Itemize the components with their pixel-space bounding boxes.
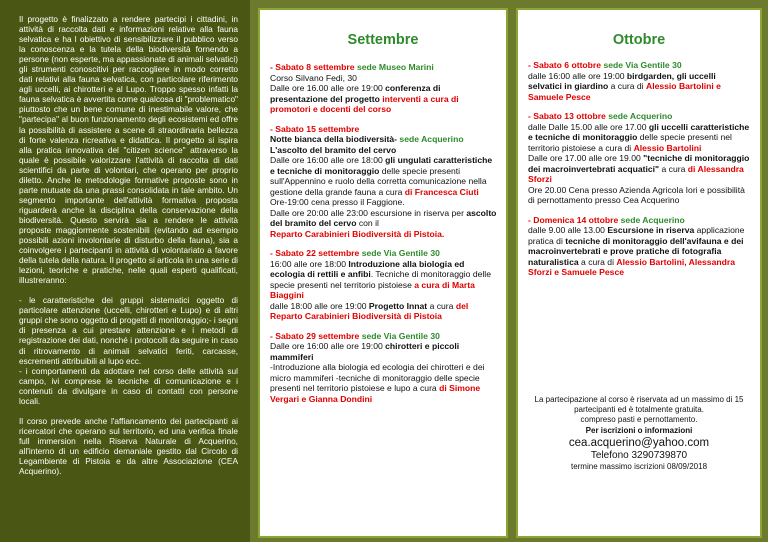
- event-project: Progetto Innat: [368, 300, 428, 311]
- info-label: Per iscrizioni o informazioni: [585, 425, 693, 435]
- event-title-2: tecniche di monitoraggio dell'avifauna e dei macroinvertebrati e prove pratiche di fotografia naturalistica: [528, 235, 744, 267]
- event-description: -Introduzione alla biologia ed ecologia dei chirotteri e dei micro mammiferi -tecniche di monitoraggio delle specie presenti nel territorio pistoiese e lupo a cura: [270, 362, 485, 393]
- event-time: 16:00 alle ore 18:00: [270, 258, 346, 269]
- intro-paragraph-2: - le caratteristiche dei gruppi sistematici oggetto di particolare attenzione (uccelli, chirotteri e Lupo) e di altri gruppi che sono oggetto di progetti di monitoraggio;- i segni di presenza a cui prestare attenzione e i metodi di registrazione dei dati, nonché i protocolli da seguire in caso di ritrovamento di animali selvatici feriti, carcasse, escrementi attribuibili al lupo ecc.: [19, 295, 238, 366]
- event-14-ottobre: [528, 215, 752, 278]
- event-time: Dalle ore 16:00 alle ore 19:00: [270, 341, 383, 351]
- event-venue: sede Via Gentile 30: [603, 60, 682, 70]
- intro-paragraph-3: - i comportamenti da adottare nel corso delle attività sul campo, ivi comprese le tecniche di comunicazione e i contenuti da divulgare in caso di contatti con persone locali.: [19, 365, 238, 406]
- event-22-settembre: [270, 248, 498, 322]
- intro-paragraph-1: Il progetto è finalizzato a rendere partecipi i cittadini, in attività di raccolta dati e informazioni relative alla fauna selvatica e ha l obiettivo di sensibilizzare il pubblico verso la conoscenza e la tutela della biodiversità fornendo a persone (non esperte, ma appassionate di animali selvatici) gli strumenti conoscitivi per raccogliere in modo corretto dati relativi alla fauna selvatica, con particolare riferimento agli uccelli, ai chirotteri e al Lupo. Troppo spesso infatti la fauna selvatica è avvertita come qualcosa di "problematico" piuttosto che un bene comune di inestimabile valore, che "partecipa" al buon funzionamento degli ecosistemi ed offre la possibilità di assistere a scene di straordinaria bellezza di forte valenza ricreativa e didattica. Il progetto si ispira alla pratica innovativa del "citizen science" attraverso la quale è possibile valorizzare l'attività di raccolta di dati scientifici da parte di volontari, che operano per proprio diletto. Anche le metodologie formative proposte sono in parte mutuate da una prassi consolidata in tale ambito. Un segmento importante dell'attività formativa proposta riguarderà anche la disciplina della conservazione della biodiversità. Questo servirà sia a rendere le attività proposte maggiormente sostenibili (evitando ad esempio possibili azioni involontarie di disturbo della fauna), sia a coinvolgere i partecipanti in attività di volontariato a favore della tutela della natura. Il progetto si articola in una serie di lezioni, teoriche e pratiche, nelle quali esperti qualificati, illustreranno:: [19, 14, 238, 286]
- event-speakers: Alessio Bartolini: [633, 142, 702, 153]
- event-title: birdgarden, gli uccelli selvatici in giardino: [528, 70, 716, 91]
- event-venue: sede Via Gentile 30: [361, 330, 440, 341]
- event-date: - Sabato 22 settembre: [270, 248, 360, 258]
- event-time: dalle 16:00 alle ore 19:00: [528, 70, 625, 81]
- event-description: delle specie presenti nel territorio pistoiese a cura di: [528, 132, 732, 153]
- event-15-settembre: [270, 124, 498, 240]
- settembre-title: Settembre: [347, 32, 419, 48]
- contact-email[interactable]: cea.acquerino@yahoo.com: [568, 436, 710, 449]
- event-title: Introduzione alla biologia ed ecologia di rettili e anfibi: [270, 258, 465, 279]
- event-6-ottobre: [528, 60, 752, 102]
- event-date: - Sabato 13 ottobre: [528, 111, 606, 121]
- event-speakers: di Simone Vergari e Gianna Dondini: [270, 383, 481, 404]
- event-date: - Sabato 29 settembre: [270, 330, 360, 341]
- event-cura-label: a cura di: [610, 81, 644, 91]
- event-speakers: interventi a cura di promotori e docenti del corso: [270, 93, 459, 114]
- event-title: chirotteri e piccoli mammiferi: [270, 341, 460, 362]
- event-cura-label: a cura: [661, 163, 686, 174]
- event-title: conferenza di presentazione del progetto: [270, 83, 441, 104]
- event-venue: sede Acquerino: [608, 111, 673, 121]
- settembre-panel: [258, 8, 508, 538]
- participation-note: La partecipazione al corso è riservata ad un massimo di 15 partecipanti ed è totalmente gratuita.: [534, 395, 744, 415]
- event-venue: sede Acquerino: [620, 214, 685, 225]
- ottobre-panel: [516, 8, 762, 538]
- event-time: Dalle ore 16.00 alle ore 19:00: [270, 83, 383, 93]
- event-dinner: Ore 20.00 Cena presso Azienda Agricola Iori e possibilità di pernottamento presso Cea Acquerino: [528, 184, 745, 205]
- event-venue: sede Acquerino: [399, 134, 464, 144]
- event-13-ottobre: [528, 111, 752, 206]
- event-topic: gli ungulati caratteristiche e tecniche di monitoraggio: [270, 155, 493, 176]
- event-project-cura: a cura: [429, 300, 454, 311]
- event-time: dalle 9.00 alle 13.00: [528, 225, 605, 235]
- event-title: Escursione in riserva: [607, 225, 695, 235]
- event-cura-label: a cura di: [581, 256, 614, 267]
- event-partner: Reparto Carabinieri Biodiversità di Pistoia.: [270, 228, 445, 239]
- event-description: . Tecniche di monitoraggio delle specie presenti nel territorio pistoiese: [270, 269, 491, 290]
- event-dinner: Ore-19:00 cena presso il Faggione.: [270, 197, 405, 207]
- event-time: dalle Dalle 15.00 alle ore 17.00: [528, 121, 647, 132]
- intro-column: [0, 0, 250, 542]
- event-date: - Domenica 14 ottobre: [528, 214, 619, 225]
- event-speakers: Alessio Bartolini e Samuele Pesce: [528, 81, 721, 102]
- event-night: Dalle ore 20:00 alle 23:00 escursione in riserva per: [270, 207, 464, 218]
- contact-phone[interactable]: Telefono 3290739870: [590, 449, 688, 461]
- event-time-2: Dalle ore 17.00 alle ore 19.00: [528, 153, 641, 163]
- ottobre-title: Ottobre: [612, 32, 666, 48]
- event-date: - Sabato 15 settembre: [270, 123, 360, 134]
- event-subtitle: L'ascolto del bramito del cervo: [270, 144, 397, 155]
- event-description: delle specie presenti sull'Appennino e ruolo della corretta comunicazione nella gestione della grande fauna a cura: [270, 165, 487, 197]
- event-speakers-2: di Alessandra Sforzi: [528, 163, 744, 184]
- event-8-settembre: [270, 62, 498, 115]
- registration-deadline: termine massimo iscrizioni 08/09/2018: [570, 461, 708, 471]
- intro-paragraph-4: Il corso prevede anche l'affiancamento dei partecipanti ai ricercatori che operano sul territorio, ed una verifica finale full immersion nella Riserva Naturale di Acquerino, all'interno di un edificio demaniale gestito dal Circolo di Legambiente di Pistoia e da altre Associazione (CEA Acquerino).: [19, 415, 238, 477]
- event-29-settembre: [270, 331, 498, 405]
- event-title-2: "tecniche di monitoraggio dei macroinvertebrati acquatici": [528, 153, 750, 174]
- event-date: - Sabato 8 settembre: [270, 62, 355, 72]
- event-speakers: a cura di Marta Biaggini: [270, 279, 475, 300]
- event-venue: sede Via Gentile 30: [361, 248, 440, 258]
- event-date: - Sabato 6 ottobre: [528, 60, 602, 70]
- event-title: Notte bianca della biodiversità-: [270, 134, 398, 144]
- event-night-topic: ascolto del bramito del cervo: [270, 207, 497, 228]
- registration-info: [526, 395, 752, 472]
- event-speakers: Alessio Bartolini, Alessandra Sforzi e Samuele Pesce: [528, 256, 735, 277]
- event-speakers: di Francesca Ciuti: [404, 186, 479, 197]
- event-time: Dalle ore 16:00 alle ore 18:00: [270, 155, 383, 165]
- event-description: applicazione pratica di: [528, 225, 745, 246]
- event-address: Corso Silvano Fedi, 30: [270, 72, 357, 83]
- included-note: compreso pasti e pernottamento.: [580, 415, 698, 425]
- event-venue: sede Museo Marini: [356, 62, 434, 72]
- event-title: gli uccelli caratteristiche e tecniche di monitoraggio: [528, 121, 750, 142]
- event-time-2: dalle 18:00 alle ore 19:00: [270, 300, 367, 311]
- event-night-with: con il: [358, 218, 379, 228]
- event-partner: del Reparto Carabinieri Biodiversità di Pistoia: [270, 300, 469, 321]
